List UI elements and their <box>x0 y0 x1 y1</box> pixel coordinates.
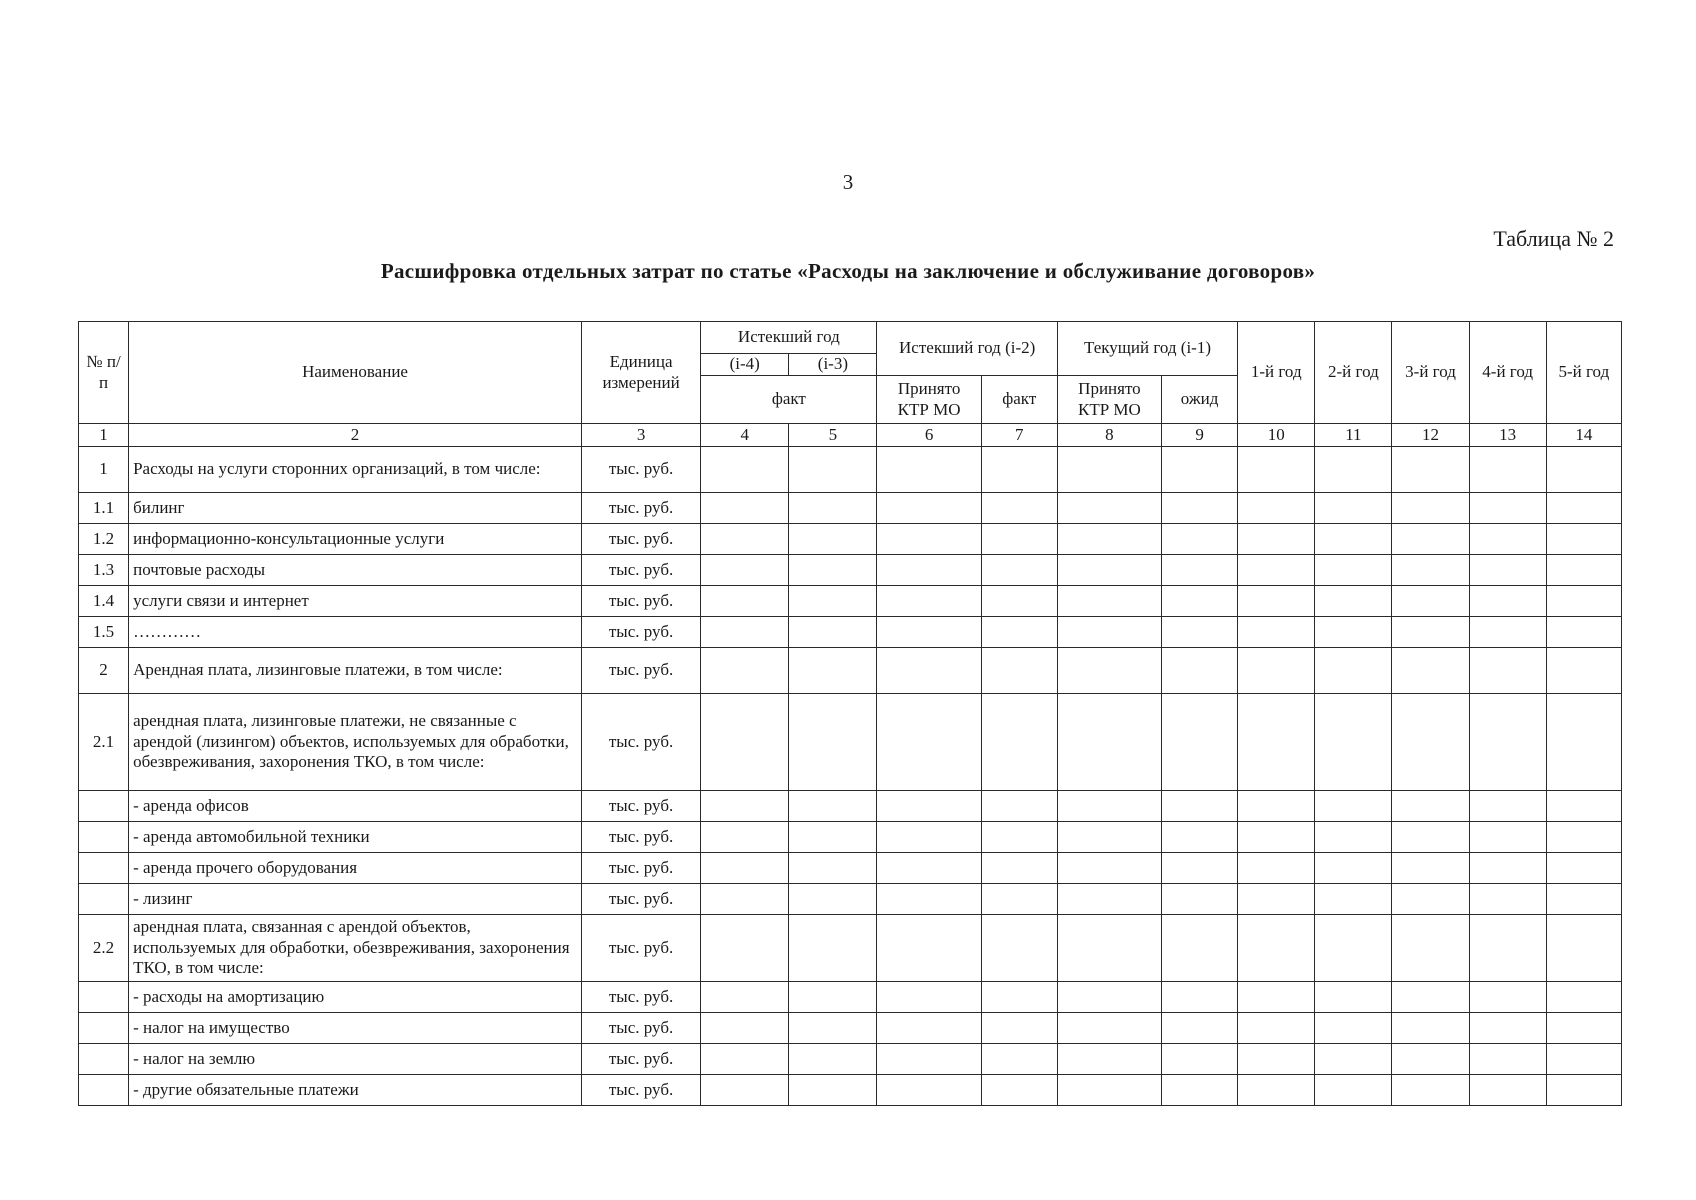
value-cell[interactable] <box>1546 884 1621 915</box>
value-cell[interactable] <box>1315 524 1392 555</box>
column-number: 12 <box>1392 424 1469 447</box>
value-cell[interactable] <box>1469 1013 1546 1044</box>
value-cell[interactable] <box>1162 791 1238 822</box>
header-i4: (i-4) <box>701 354 789 376</box>
value-cell[interactable] <box>981 586 1057 617</box>
row-name: арендная плата, связанная с арендой объектов, используемых для обработки, обезвреживания, захоронения ТКО, в том числе: <box>129 915 582 982</box>
value-cell[interactable] <box>1469 1044 1546 1075</box>
value-cell[interactable] <box>789 884 877 915</box>
row-unit: тыс. руб. <box>581 555 700 586</box>
row-name: почтовые расходы <box>129 555 582 586</box>
row-number: 2.2 <box>79 915 129 982</box>
value-cell[interactable] <box>1392 822 1469 853</box>
value-cell[interactable] <box>789 853 877 884</box>
value-cell[interactable] <box>1238 853 1315 884</box>
value-cell[interactable] <box>981 617 1057 648</box>
header-year-3: 3-й год <box>1392 322 1469 424</box>
value-cell[interactable] <box>1546 1075 1621 1106</box>
header-num: № п/п <box>79 322 129 424</box>
row-unit: тыс. руб. <box>581 447 700 493</box>
table-row <box>79 586 1622 617</box>
value-cell[interactable] <box>1546 617 1621 648</box>
row-number <box>79 1075 129 1106</box>
row-unit: тыс. руб. <box>581 982 700 1013</box>
document-title: Расшифровка отдельных затрат по статье «Расходы на заключение и обслуживание договоров» <box>380 259 1316 283</box>
value-cell[interactable] <box>1469 694 1546 791</box>
value-cell[interactable] <box>789 1044 877 1075</box>
column-number: 5 <box>789 424 877 447</box>
table-row <box>79 884 1622 915</box>
row-number: 2 <box>79 648 129 694</box>
value-cell[interactable] <box>981 822 1057 853</box>
value-cell[interactable] <box>1469 524 1546 555</box>
row-name: - налог на землю <box>129 1044 582 1075</box>
row-number <box>79 791 129 822</box>
value-cell[interactable] <box>1162 915 1238 982</box>
value-cell[interactable] <box>1315 822 1392 853</box>
row-number <box>79 884 129 915</box>
value-cell[interactable] <box>1469 853 1546 884</box>
table-row <box>79 617 1622 648</box>
value-cell[interactable] <box>1546 648 1621 694</box>
value-cell[interactable] <box>1057 982 1161 1013</box>
value-cell[interactable] <box>1546 915 1621 982</box>
row-name: - аренда прочего оборудования <box>129 853 582 884</box>
row-unit: тыс. руб. <box>581 853 700 884</box>
value-cell[interactable] <box>1392 617 1469 648</box>
value-cell[interactable] <box>981 648 1057 694</box>
value-cell[interactable] <box>1546 447 1621 493</box>
value-cell[interactable] <box>1469 648 1546 694</box>
value-cell[interactable] <box>877 884 981 915</box>
value-cell[interactable] <box>1162 982 1238 1013</box>
header-year-1: 1-й год <box>1238 322 1315 424</box>
value-cell[interactable] <box>789 524 877 555</box>
row-name: - расходы на амортизацию <box>129 982 582 1013</box>
value-cell[interactable] <box>1315 447 1392 493</box>
column-number: 7 <box>981 424 1057 447</box>
row-unit: тыс. руб. <box>581 586 700 617</box>
value-cell[interactable] <box>1162 1075 1238 1106</box>
value-cell[interactable] <box>1162 884 1238 915</box>
value-cell[interactable] <box>789 915 877 982</box>
value-cell[interactable] <box>701 447 789 493</box>
value-cell[interactable] <box>1315 791 1392 822</box>
value-cell[interactable] <box>1057 915 1161 982</box>
row-number: 1.5 <box>79 617 129 648</box>
value-cell[interactable] <box>789 1075 877 1106</box>
value-cell[interactable] <box>877 1013 981 1044</box>
value-cell[interactable] <box>1469 884 1546 915</box>
value-cell[interactable] <box>1238 791 1315 822</box>
value-cell[interactable] <box>789 447 877 493</box>
value-cell[interactable] <box>1162 853 1238 884</box>
row-unit: тыс. руб. <box>581 884 700 915</box>
column-number: 3 <box>581 424 700 447</box>
value-cell[interactable] <box>1469 822 1546 853</box>
value-cell[interactable] <box>981 915 1057 982</box>
value-cell[interactable] <box>1057 493 1161 524</box>
value-cell[interactable] <box>1546 555 1621 586</box>
value-cell[interactable] <box>1315 694 1392 791</box>
row-number: 1.3 <box>79 555 129 586</box>
value-cell[interactable] <box>1392 915 1469 982</box>
value-cell[interactable] <box>1057 853 1161 884</box>
table-row <box>79 648 1622 694</box>
value-cell[interactable] <box>877 982 981 1013</box>
value-cell[interactable] <box>1469 915 1546 982</box>
value-cell[interactable] <box>701 822 789 853</box>
expense-table <box>78 321 1622 1106</box>
row-name: - аренда офисов <box>129 791 582 822</box>
row-name: Расходы на услуги сторонних организаций, в том числе: <box>129 447 582 493</box>
table-row <box>79 853 1622 884</box>
value-cell[interactable] <box>1392 493 1469 524</box>
value-cell[interactable] <box>1057 617 1161 648</box>
table-label: Таблица № 2 <box>1493 226 1614 251</box>
value-cell[interactable] <box>1057 524 1161 555</box>
value-cell[interactable] <box>1238 1013 1315 1044</box>
value-cell[interactable] <box>1469 791 1546 822</box>
row-unit: тыс. руб. <box>581 1044 700 1075</box>
row-unit: тыс. руб. <box>581 791 700 822</box>
value-cell[interactable] <box>789 822 877 853</box>
value-cell[interactable] <box>701 1075 789 1106</box>
value-cell[interactable] <box>1315 586 1392 617</box>
value-cell[interactable] <box>1238 493 1315 524</box>
row-number <box>79 982 129 1013</box>
row-number: 2.1 <box>79 694 129 791</box>
value-cell[interactable] <box>1392 1013 1469 1044</box>
value-cell[interactable] <box>981 982 1057 1013</box>
header-current-year: Текущий год (i-1) <box>1057 322 1237 376</box>
value-cell[interactable] <box>981 524 1057 555</box>
row-unit: тыс. руб. <box>581 822 700 853</box>
value-cell[interactable] <box>1238 1044 1315 1075</box>
value-cell[interactable] <box>1315 1075 1392 1106</box>
value-cell[interactable] <box>877 555 981 586</box>
value-cell[interactable] <box>701 694 789 791</box>
column-number: 4 <box>701 424 789 447</box>
value-cell[interactable] <box>1162 524 1238 555</box>
value-cell[interactable] <box>877 1044 981 1075</box>
value-cell[interactable] <box>1392 648 1469 694</box>
column-number: 13 <box>1469 424 1546 447</box>
row-name: - другие обязательные платежи <box>129 1075 582 1106</box>
value-cell[interactable] <box>877 853 981 884</box>
value-cell[interactable] <box>1392 694 1469 791</box>
value-cell[interactable] <box>1315 617 1392 648</box>
value-cell[interactable] <box>701 884 789 915</box>
row-name: ………… <box>129 617 582 648</box>
table-row <box>79 447 1622 493</box>
value-cell[interactable] <box>701 1013 789 1044</box>
value-cell[interactable] <box>1238 586 1315 617</box>
value-cell[interactable] <box>981 694 1057 791</box>
value-cell[interactable] <box>789 555 877 586</box>
value-cell[interactable] <box>789 493 877 524</box>
value-cell[interactable] <box>1469 555 1546 586</box>
table-row <box>79 982 1622 1013</box>
value-cell[interactable] <box>1546 493 1621 524</box>
value-cell[interactable] <box>1315 982 1392 1013</box>
value-cell[interactable] <box>1546 1044 1621 1075</box>
row-name: информационно-консультационные услуги <box>129 524 582 555</box>
value-cell[interactable] <box>1546 586 1621 617</box>
row-unit: тыс. руб. <box>581 915 700 982</box>
value-cell[interactable] <box>1238 694 1315 791</box>
header-elapsed-year-group: Истекший год <box>701 322 877 354</box>
value-cell[interactable] <box>1315 648 1392 694</box>
header-i3: (i-3) <box>789 354 877 376</box>
header-year-4: 4-й год <box>1469 322 1546 424</box>
value-cell[interactable] <box>877 648 981 694</box>
value-cell[interactable] <box>981 791 1057 822</box>
row-number: 1 <box>79 447 129 493</box>
value-cell[interactable] <box>877 524 981 555</box>
value-cell[interactable] <box>981 1075 1057 1106</box>
row-number: 1.2 <box>79 524 129 555</box>
value-cell[interactable] <box>1162 493 1238 524</box>
value-cell[interactable] <box>877 915 981 982</box>
value-cell[interactable] <box>1238 648 1315 694</box>
value-cell[interactable] <box>789 617 877 648</box>
value-cell[interactable] <box>1057 1013 1161 1044</box>
header-fact-i2: факт <box>981 376 1057 424</box>
value-cell[interactable] <box>877 791 981 822</box>
value-cell[interactable] <box>1162 822 1238 853</box>
value-cell[interactable] <box>1057 1044 1161 1075</box>
value-cell[interactable] <box>701 648 789 694</box>
table-row <box>79 1075 1622 1106</box>
value-cell[interactable] <box>1057 555 1161 586</box>
row-unit: тыс. руб. <box>581 524 700 555</box>
header-accepted-ktr-i2: Принято КТР МО <box>877 376 981 424</box>
value-cell[interactable] <box>1162 586 1238 617</box>
value-cell[interactable] <box>877 493 981 524</box>
value-cell[interactable] <box>1315 884 1392 915</box>
value-cell[interactable] <box>1392 555 1469 586</box>
value-cell[interactable] <box>1238 884 1315 915</box>
column-number: 10 <box>1238 424 1315 447</box>
table-row <box>79 493 1622 524</box>
value-cell[interactable] <box>1546 791 1621 822</box>
table-row <box>79 791 1622 822</box>
value-cell[interactable] <box>1546 1013 1621 1044</box>
value-cell[interactable] <box>1238 524 1315 555</box>
table-row <box>79 694 1622 791</box>
value-cell[interactable] <box>1315 1044 1392 1075</box>
value-cell[interactable] <box>1238 447 1315 493</box>
row-name: билинг <box>129 493 582 524</box>
value-cell[interactable] <box>1469 1075 1546 1106</box>
value-cell[interactable] <box>1392 884 1469 915</box>
page-number: 3 <box>842 170 854 194</box>
value-cell[interactable] <box>1238 555 1315 586</box>
value-cell[interactable] <box>981 1013 1057 1044</box>
value-cell[interactable] <box>981 853 1057 884</box>
value-cell[interactable] <box>701 915 789 982</box>
value-cell[interactable] <box>1315 493 1392 524</box>
column-number: 2 <box>129 424 582 447</box>
row-name: - налог на имущество <box>129 1013 582 1044</box>
table-row <box>79 1013 1622 1044</box>
row-name: - аренда автомобильной техники <box>129 822 582 853</box>
value-cell[interactable] <box>1162 694 1238 791</box>
value-cell[interactable] <box>1392 853 1469 884</box>
column-number: 9 <box>1162 424 1238 447</box>
row-unit: тыс. руб. <box>581 648 700 694</box>
value-cell[interactable] <box>1057 791 1161 822</box>
value-cell[interactable] <box>1057 694 1161 791</box>
value-cell[interactable] <box>701 493 789 524</box>
column-number: 6 <box>877 424 981 447</box>
row-unit: тыс. руб. <box>581 493 700 524</box>
header-elapsed-year-i2: Истекший год (i-2) <box>877 322 1057 376</box>
row-name: услуги связи и интернет <box>129 586 582 617</box>
value-cell[interactable] <box>1057 586 1161 617</box>
header-fact: факт <box>701 376 877 424</box>
row-name: - лизинг <box>129 884 582 915</box>
row-number: 1.4 <box>79 586 129 617</box>
column-numbers-row <box>79 424 1622 447</box>
value-cell[interactable] <box>877 586 981 617</box>
column-number: 8 <box>1057 424 1161 447</box>
header-year-2: 2-й год <box>1315 322 1392 424</box>
value-cell[interactable] <box>701 1044 789 1075</box>
value-cell[interactable] <box>981 1044 1057 1075</box>
value-cell[interactable] <box>1392 1044 1469 1075</box>
value-cell[interactable] <box>789 791 877 822</box>
value-cell[interactable] <box>877 447 981 493</box>
value-cell[interactable] <box>1392 447 1469 493</box>
value-cell[interactable] <box>1546 982 1621 1013</box>
value-cell[interactable] <box>701 586 789 617</box>
value-cell[interactable] <box>1469 617 1546 648</box>
row-number <box>79 853 129 884</box>
row-number: 1.1 <box>79 493 129 524</box>
value-cell[interactable] <box>877 617 981 648</box>
value-cell[interactable] <box>1162 1013 1238 1044</box>
value-cell[interactable] <box>1057 884 1161 915</box>
value-cell[interactable] <box>701 982 789 1013</box>
value-cell[interactable] <box>877 1075 981 1106</box>
value-cell[interactable] <box>1238 982 1315 1013</box>
column-number: 14 <box>1546 424 1621 447</box>
value-cell[interactable] <box>701 555 789 586</box>
table-row <box>79 524 1622 555</box>
table-row <box>79 822 1622 853</box>
value-cell[interactable] <box>1546 694 1621 791</box>
table-row <box>79 915 1622 982</box>
value-cell[interactable] <box>981 884 1057 915</box>
value-cell[interactable] <box>981 447 1057 493</box>
value-cell[interactable] <box>1392 982 1469 1013</box>
header-accepted-ktr-i1: Принято КТР МО <box>1057 376 1161 424</box>
value-cell[interactable] <box>701 853 789 884</box>
value-cell[interactable] <box>1162 617 1238 648</box>
value-cell[interactable] <box>1469 447 1546 493</box>
value-cell[interactable] <box>1469 586 1546 617</box>
table-row <box>79 555 1622 586</box>
header-unit: Единица измерений <box>581 322 700 424</box>
value-cell[interactable] <box>1162 1044 1238 1075</box>
row-unit: тыс. руб. <box>581 1075 700 1106</box>
value-cell[interactable] <box>701 791 789 822</box>
row-unit: тыс. руб. <box>581 1013 700 1044</box>
value-cell[interactable] <box>1546 822 1621 853</box>
column-number: 11 <box>1315 424 1392 447</box>
value-cell[interactable] <box>789 694 877 791</box>
value-cell[interactable] <box>789 1013 877 1044</box>
value-cell[interactable] <box>877 822 981 853</box>
row-name: арендная плата, лизинговые платежи, не связанные с арендой (лизингом) объектов, используемых для обработки, обезвреживания, захоронения ТКО, в том числе: <box>129 694 582 791</box>
header-expected-i1: ожид <box>1162 376 1238 424</box>
column-number: 1 <box>79 424 129 447</box>
value-cell[interactable] <box>789 982 877 1013</box>
value-cell[interactable] <box>1392 524 1469 555</box>
value-cell[interactable] <box>1392 1075 1469 1106</box>
header-year-5: 5-й год <box>1546 322 1621 424</box>
value-cell[interactable] <box>981 493 1057 524</box>
value-cell[interactable] <box>1469 982 1546 1013</box>
value-cell[interactable] <box>1057 1075 1161 1106</box>
value-cell[interactable] <box>1057 447 1161 493</box>
value-cell[interactable] <box>1469 493 1546 524</box>
value-cell[interactable] <box>877 694 981 791</box>
value-cell[interactable] <box>1546 524 1621 555</box>
value-cell[interactable] <box>1315 915 1392 982</box>
value-cell[interactable] <box>1162 447 1238 493</box>
value-cell[interactable] <box>1546 853 1621 884</box>
value-cell[interactable] <box>1315 853 1392 884</box>
value-cell[interactable] <box>1315 555 1392 586</box>
header-name: Наименование <box>129 322 582 424</box>
row-name: Арендная плата, лизинговые платежи, в том числе: <box>129 648 582 694</box>
value-cell[interactable] <box>1238 822 1315 853</box>
value-cell[interactable] <box>1238 617 1315 648</box>
value-cell[interactable] <box>1238 915 1315 982</box>
row-number <box>79 1013 129 1044</box>
row-unit: тыс. руб. <box>581 694 700 791</box>
row-number <box>79 1044 129 1075</box>
value-cell[interactable] <box>789 586 877 617</box>
value-cell[interactable] <box>701 617 789 648</box>
value-cell[interactable] <box>981 555 1057 586</box>
value-cell[interactable] <box>1057 822 1161 853</box>
value-cell[interactable] <box>1238 1075 1315 1106</box>
value-cell[interactable] <box>1162 648 1238 694</box>
value-cell[interactable] <box>1392 586 1469 617</box>
value-cell[interactable] <box>1315 1013 1392 1044</box>
value-cell[interactable] <box>789 648 877 694</box>
value-cell[interactable] <box>1392 791 1469 822</box>
table-row <box>79 1044 1622 1075</box>
value-cell[interactable] <box>1057 648 1161 694</box>
value-cell[interactable] <box>701 524 789 555</box>
row-number <box>79 822 129 853</box>
value-cell[interactable] <box>1162 555 1238 586</box>
row-unit: тыс. руб. <box>581 617 700 648</box>
